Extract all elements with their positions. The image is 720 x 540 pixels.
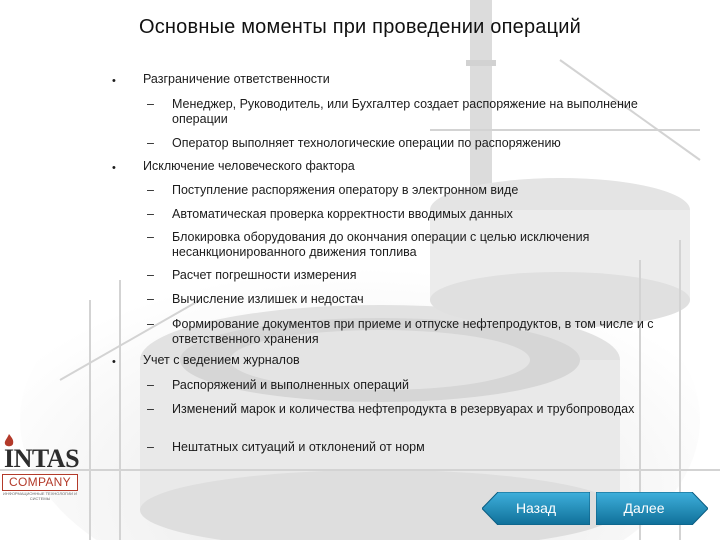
section-heading: Учет с ведением журналов — [143, 353, 300, 367]
list-item: Распоряжений и выполненных операций — [172, 378, 409, 392]
logo-tagline: ИНФОРМАЦИОННЫЕ ТЕХНОЛОГИИ И СИСТЕМЫ — [3, 491, 77, 501]
dash-marker: – — [147, 402, 154, 416]
list-item: Вычисление излишек и недостач — [172, 292, 364, 306]
dash-marker: – — [147, 268, 154, 282]
dash-marker: – — [147, 97, 154, 111]
dash-marker: – — [147, 317, 154, 331]
bullet-marker: • — [112, 162, 116, 174]
next-button[interactable] — [596, 492, 708, 525]
dash-marker: – — [147, 230, 154, 244]
back-button[interactable] — [482, 492, 590, 525]
dash-marker: – — [147, 378, 154, 392]
list-item: Автоматическая проверка корректности вводимых данных — [172, 207, 513, 221]
list-item: Оператор выполняет технологические операции по распоряжению — [172, 136, 561, 150]
next-button-label: Далее — [623, 500, 665, 516]
logo-brand: INTAS — [4, 444, 80, 473]
slide-title: Основные моменты при проведении операций — [138, 16, 582, 38]
logo-company: COMPANY — [2, 474, 78, 491]
list-item: Нештатных ситуаций и отклонений от норм — [172, 440, 425, 454]
company-logo — [0, 430, 80, 501]
list-item: Менеджер, Руководитель, или Бухгалтер создает распоряжение на выполнение операции — [172, 97, 638, 126]
list-item: Блокировка оборудования до окончания операции с целью исключения несанкционированного движения топлива — [172, 230, 590, 259]
dash-marker: – — [147, 183, 154, 197]
bullet-marker: • — [112, 356, 116, 368]
section-heading: Исключение человеческого фактора — [143, 159, 355, 173]
list-item: Формирование документов при приеме и отпуске нефтепродуктов, в том числе и с ответственного хранения — [172, 317, 654, 346]
dash-marker: – — [147, 207, 154, 221]
list-item: Изменений марок и количества нефтепродукта в резервуарах и трубопроводах — [172, 402, 635, 416]
dash-marker: – — [147, 136, 154, 150]
back-button-label: Назад — [515, 500, 557, 516]
list-item: Расчет погрешности измерения — [172, 268, 357, 282]
list-item: Поступление распоряжения оператору в электронном виде — [172, 183, 519, 197]
dash-marker: – — [147, 292, 154, 306]
bullet-marker: • — [112, 75, 116, 87]
dash-marker: – — [147, 440, 154, 454]
section-heading: Разграничение ответственности — [143, 72, 330, 86]
